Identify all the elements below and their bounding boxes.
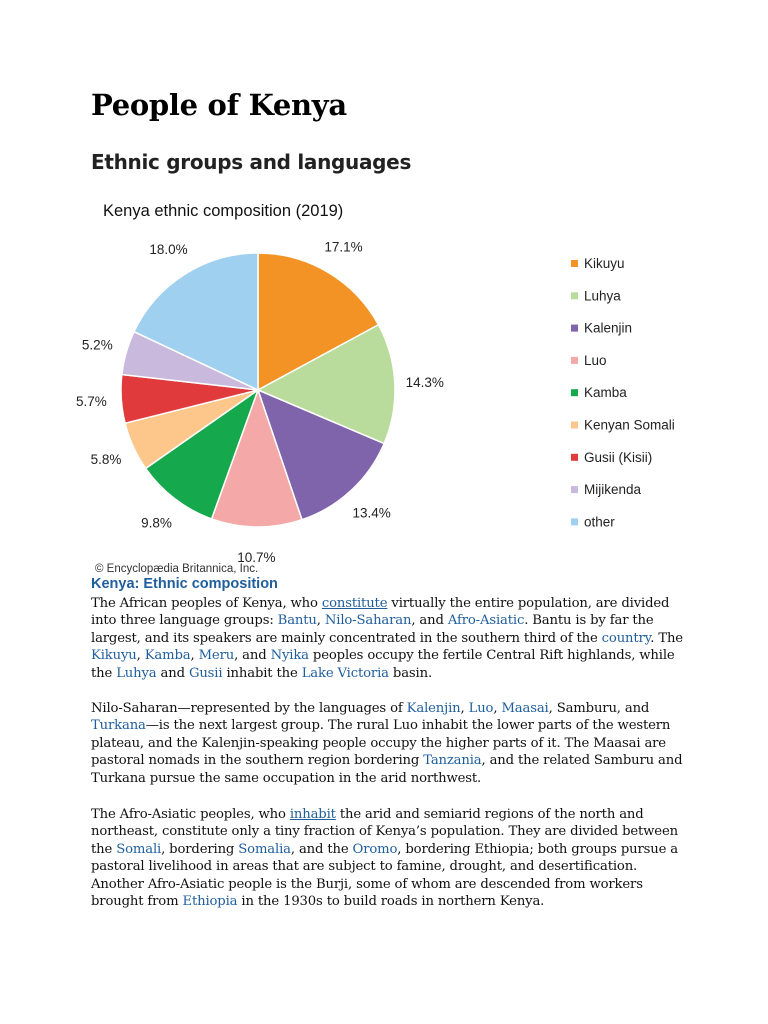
caption-country-link[interactable]: Kenya xyxy=(91,576,135,592)
legend-label: Kamba xyxy=(584,385,627,401)
chart-title: Kenya ethnic composition (2019) xyxy=(103,202,344,220)
paragraph-text: , and the related Samburu and Turkana pursue the same occupation in the arid northwest. xyxy=(91,753,683,786)
pie-slices xyxy=(121,253,395,527)
inline-link[interactable]: Kalenjin xyxy=(406,701,461,716)
legend-label: Kenyan Somali xyxy=(584,417,675,433)
slice-percent-label: 17.1% xyxy=(324,239,363,255)
paragraph-afro-asiatic xyxy=(91,806,691,910)
inline-link[interactable]: Tanzania xyxy=(423,753,482,769)
legend-label: Mijikenda xyxy=(584,482,642,498)
inline-link[interactable]: Gusii xyxy=(188,665,223,681)
paragraph-text: , xyxy=(493,701,502,716)
legend-swatch xyxy=(571,518,578,525)
legend-label: Luo xyxy=(584,352,607,368)
legend-swatch xyxy=(571,454,578,461)
legend-label: Gusii (Kisii) xyxy=(584,449,653,465)
pie-chart xyxy=(76,188,710,588)
slice-percent-label: 10.7% xyxy=(237,550,276,565)
inline-link[interactable]: Afro-Asiatic xyxy=(447,613,525,629)
paragraph-text: . Bantu is by far the largest, and its speakers are mainly concentrated in the southern third of the xyxy=(91,613,654,646)
slice-percent-label: 13.4% xyxy=(352,505,391,521)
paragraph-text: , xyxy=(136,648,145,664)
legend-swatch xyxy=(571,292,578,299)
paragraph-bantu xyxy=(91,595,691,682)
inline-link[interactable]: country xyxy=(601,630,651,646)
paragraph-text: inhabit the xyxy=(222,665,302,681)
paragraph-text: —is the next largest group. The rural Luo inhabit the lower parts of the western plateau, and the Kalenjin-speaking people occupy the higher parts of it. The Maasai are pastoral nomads in the southern region bordering xyxy=(91,718,671,769)
paragraph-text: Nilo-Saharan—represented by the languages of xyxy=(91,701,407,716)
paragraph-text: , and xyxy=(234,648,271,664)
paragraph-text: , xyxy=(316,613,325,629)
inline-link[interactable]: Kikuyu xyxy=(91,648,137,664)
paragraph-text: The African peoples of Kenya, who xyxy=(91,596,322,611)
inline-link[interactable]: Maasai xyxy=(501,701,549,716)
inline-link[interactable]: Luo xyxy=(468,701,494,716)
inline-link[interactable]: Nyika xyxy=(270,648,309,664)
paragraph-text: and xyxy=(156,665,189,681)
page-title: People of Kenya xyxy=(91,88,347,122)
legend-label: other xyxy=(584,514,615,530)
legend-label: Kalenjin xyxy=(584,320,633,336)
inline-link[interactable]: Somalia xyxy=(238,841,291,857)
slice-percent-label: 18.0% xyxy=(149,242,188,257)
inline-link[interactable]: Ethiopia xyxy=(182,894,238,910)
slice-percent-label: 5.8% xyxy=(90,452,122,468)
inline-link[interactable]: inhabit xyxy=(289,807,336,822)
paragraph-text: basin. xyxy=(388,665,432,681)
paragraph-text: , xyxy=(460,701,469,716)
inline-link[interactable]: Luhya xyxy=(116,665,157,681)
paragraph-text: , bordering xyxy=(161,841,239,857)
slice-percent-label: 5.7% xyxy=(76,394,107,409)
caption-text: : Ethnic composition xyxy=(134,576,278,592)
paragraph-text: virtually the entire population, are divided into three language groups: xyxy=(91,596,670,629)
paragraph-text: , Samburu, and xyxy=(548,701,650,716)
slice-percent-label: 14.3% xyxy=(405,375,444,391)
paragraph-text: The Afro-Asiatic peoples, who xyxy=(91,807,290,822)
inline-link[interactable]: Turkana xyxy=(91,718,146,734)
inline-link[interactable]: Oromo xyxy=(352,841,398,857)
chart-credit: © Encyclopædia Britannica, Inc. xyxy=(95,563,259,575)
figure-caption xyxy=(91,576,278,592)
pie-chart-figure xyxy=(76,188,710,575)
chart-legend xyxy=(571,256,675,529)
legend-swatch xyxy=(571,325,578,332)
paragraph-text: , and xyxy=(411,613,448,629)
legend-swatch xyxy=(571,389,578,396)
legend-swatch xyxy=(571,486,578,493)
paragraph-text: , bordering Ethiopia; both groups pursue a pastoral livelihood in areas that are subject to famine, drought, and desertification. Another Afro-Asiatic people is the Burji, some of whom are descended from workers brought from xyxy=(91,841,678,910)
legend-label: Luhya xyxy=(584,288,621,304)
inline-link[interactable]: Kamba xyxy=(144,648,191,664)
legend-swatch xyxy=(571,260,578,267)
paragraph-text: . The xyxy=(650,630,683,646)
inline-link[interactable]: Lake Victoria xyxy=(301,665,389,681)
paragraph-text: , xyxy=(190,648,199,664)
paragraph-text: the arid and semiarid regions of the north and northeast, constitute only a tiny fraction of Kenya’s population. They are divided between the xyxy=(91,807,678,857)
paragraph-nilo-saharan xyxy=(91,700,691,787)
section-heading: Ethnic groups and languages xyxy=(91,150,412,174)
slice-percent-label: 9.8% xyxy=(141,515,172,531)
slice-percent-label: 5.2% xyxy=(81,337,113,353)
inline-link[interactable]: Nilo-Saharan xyxy=(324,613,412,629)
legend-swatch xyxy=(571,357,578,364)
paragraph-text: , and the xyxy=(290,841,353,857)
paragraph-text: peoples occupy the fertile Central Rift highlands, while the xyxy=(91,648,675,681)
legend-swatch xyxy=(571,422,578,429)
legend-label: Kikuyu xyxy=(584,256,625,271)
inline-link[interactable]: constitute xyxy=(321,596,388,611)
inline-link[interactable]: Bantu xyxy=(277,613,317,629)
inline-link[interactable]: Meru xyxy=(198,648,235,664)
inline-link[interactable]: Somali xyxy=(116,841,162,857)
paragraph-text: in the 1930s to build roads in northern Kenya. xyxy=(237,894,545,910)
